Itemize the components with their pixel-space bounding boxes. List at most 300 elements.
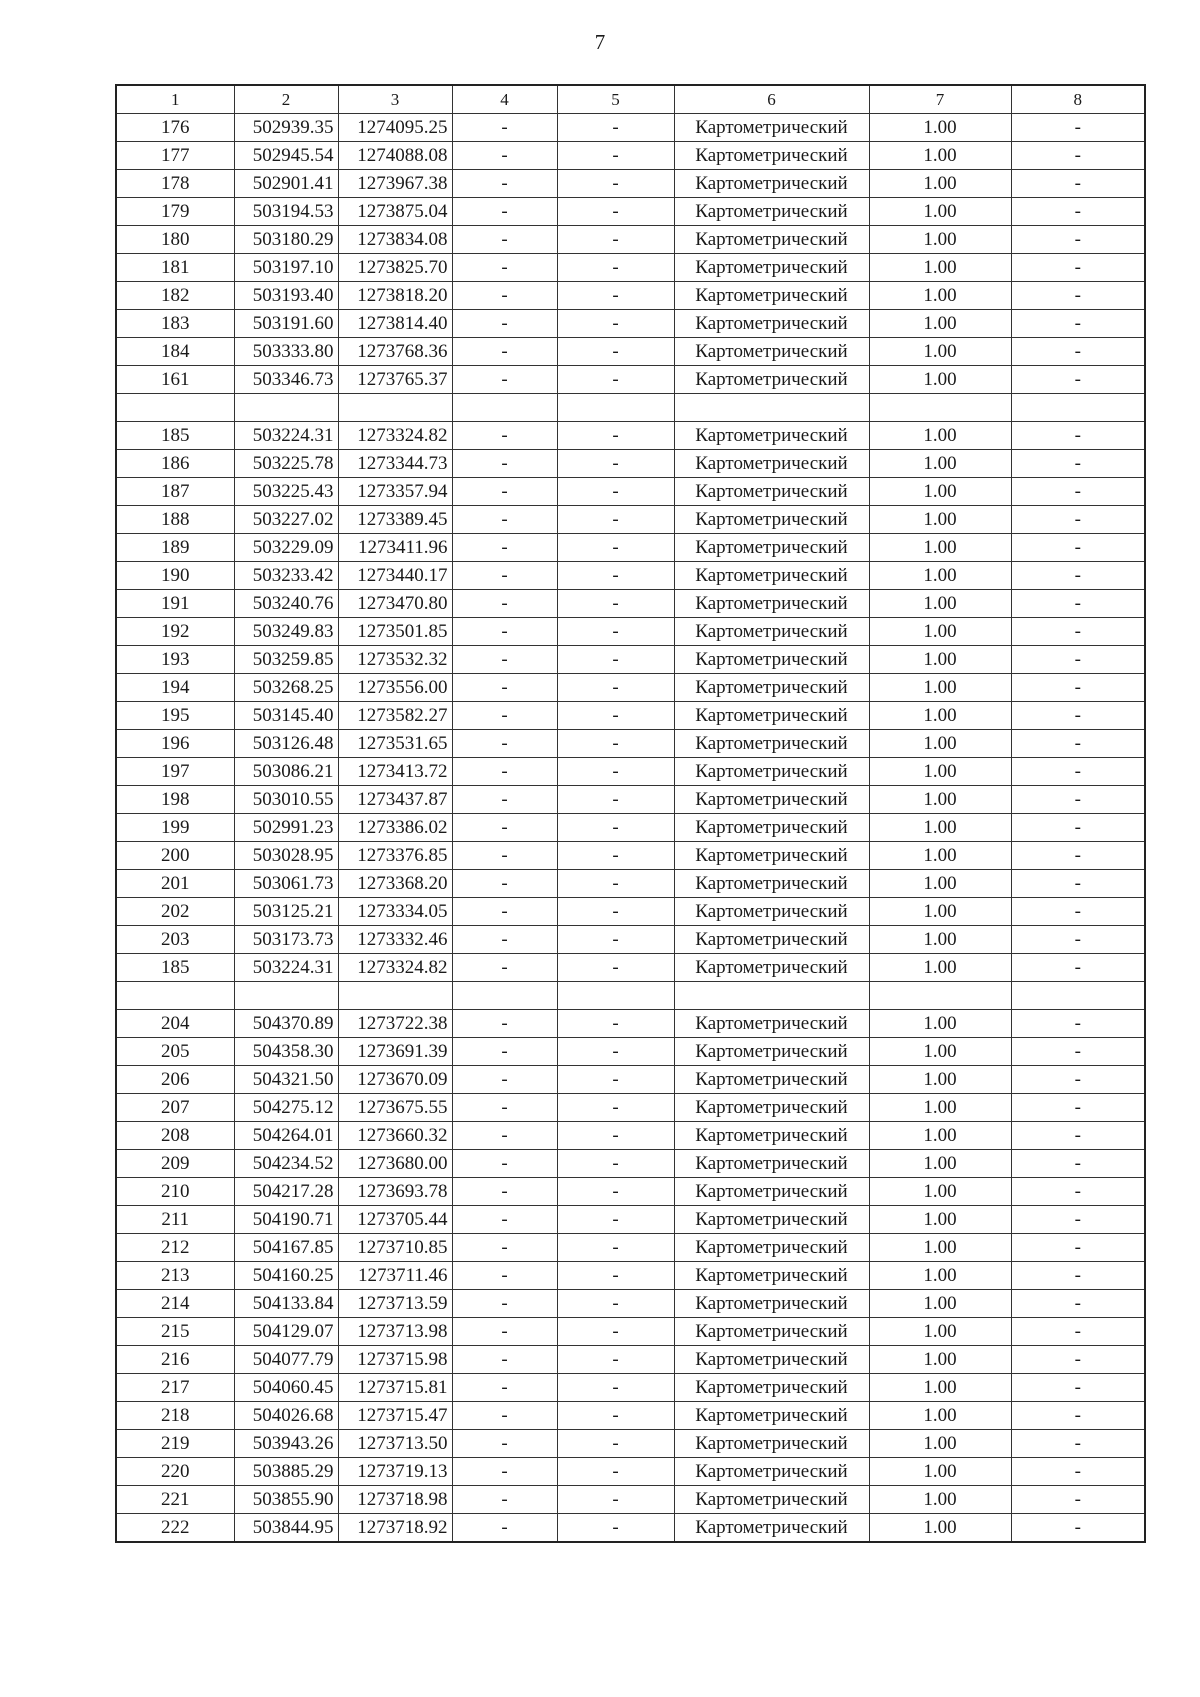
col-5-cell: - xyxy=(557,730,674,758)
table-row xyxy=(116,478,1145,506)
col-5-cell: - xyxy=(557,1150,674,1178)
col-4-cell: - xyxy=(452,1122,557,1150)
table-row xyxy=(116,1290,1145,1318)
x-coordinate-cell: 504160.25 xyxy=(234,1262,338,1290)
y-coordinate-cell: 1273715.98 xyxy=(338,1346,452,1374)
x-coordinate-cell: 503194.53 xyxy=(234,198,338,226)
col-5-cell: - xyxy=(557,954,674,982)
col-5-cell: - xyxy=(557,898,674,926)
point-number-cell: 186 xyxy=(116,450,234,478)
col-8-cell: - xyxy=(1011,422,1145,450)
y-coordinate-cell: 1273531.65 xyxy=(338,730,452,758)
col-8-cell: - xyxy=(1011,1038,1145,1066)
accuracy-cell: 1.00 xyxy=(869,898,1011,926)
x-coordinate-cell: 504358.30 xyxy=(234,1038,338,1066)
method-cell: Картометрический xyxy=(674,1486,869,1514)
x-coordinate-cell: 503028.95 xyxy=(234,842,338,870)
y-coordinate-cell: 1273705.44 xyxy=(338,1206,452,1234)
accuracy-cell: 1.00 xyxy=(869,674,1011,702)
point-number-cell: 183 xyxy=(116,310,234,338)
x-coordinate-cell: 503885.29 xyxy=(234,1458,338,1486)
col-4-cell: - xyxy=(452,1430,557,1458)
method-cell: Картометрический xyxy=(674,1234,869,1262)
col-5-cell: - xyxy=(557,1458,674,1486)
col-5-cell: - xyxy=(557,1486,674,1514)
point-number-cell xyxy=(116,982,234,1010)
y-coordinate-cell: 1273718.92 xyxy=(338,1514,452,1543)
table-row xyxy=(116,1094,1145,1122)
accuracy-cell: 1.00 xyxy=(869,1262,1011,1290)
col-8-cell: - xyxy=(1011,1430,1145,1458)
col-8-cell: - xyxy=(1011,1122,1145,1150)
y-coordinate-cell: 1273389.45 xyxy=(338,506,452,534)
col-8-cell: - xyxy=(1011,730,1145,758)
y-coordinate-cell: 1273334.05 xyxy=(338,898,452,926)
col-8-cell: - xyxy=(1011,702,1145,730)
col-5-cell: - xyxy=(557,842,674,870)
y-coordinate-cell: 1273715.47 xyxy=(338,1402,452,1430)
accuracy-cell: 1.00 xyxy=(869,254,1011,282)
method-cell xyxy=(674,982,869,1010)
x-coordinate-cell: 503126.48 xyxy=(234,730,338,758)
table-row xyxy=(116,506,1145,534)
method-cell: Картометрический xyxy=(674,1374,869,1402)
point-number-cell: 193 xyxy=(116,646,234,674)
table-row xyxy=(116,450,1145,478)
point-number-cell: 203 xyxy=(116,926,234,954)
point-number-cell: 192 xyxy=(116,618,234,646)
col-5-cell: - xyxy=(557,170,674,198)
x-coordinate-cell: 503191.60 xyxy=(234,310,338,338)
col-8-cell: - xyxy=(1011,674,1145,702)
x-coordinate-cell: 504321.50 xyxy=(234,1066,338,1094)
table-row xyxy=(116,1150,1145,1178)
col-4-cell: - xyxy=(452,1318,557,1346)
point-number-cell: 205 xyxy=(116,1038,234,1066)
point-number-cell: 204 xyxy=(116,1010,234,1038)
table-row xyxy=(116,1430,1145,1458)
point-number-cell: 191 xyxy=(116,590,234,618)
accuracy-cell: 1.00 xyxy=(869,646,1011,674)
col-4-cell: - xyxy=(452,142,557,170)
col-8-cell: - xyxy=(1011,1262,1145,1290)
x-coordinate-cell: 504264.01 xyxy=(234,1122,338,1150)
x-coordinate-cell: 503061.73 xyxy=(234,870,338,898)
accuracy-cell: 1.00 xyxy=(869,1122,1011,1150)
y-coordinate-cell: 1273719.13 xyxy=(338,1458,452,1486)
col-4-cell xyxy=(452,394,557,422)
x-coordinate-cell: 503227.02 xyxy=(234,506,338,534)
col-5-cell: - xyxy=(557,758,674,786)
table-row xyxy=(116,1066,1145,1094)
col-8-cell: - xyxy=(1011,590,1145,618)
x-coordinate-cell: 503224.31 xyxy=(234,954,338,982)
table-row xyxy=(116,1318,1145,1346)
col-4-cell: - xyxy=(452,338,557,366)
col-8-cell: - xyxy=(1011,170,1145,198)
col-8-cell: - xyxy=(1011,282,1145,310)
point-number-cell: 176 xyxy=(116,114,234,142)
col-4-cell: - xyxy=(452,1262,557,1290)
x-coordinate-cell: 503086.21 xyxy=(234,758,338,786)
col-4-cell: - xyxy=(452,478,557,506)
col-4-cell: - xyxy=(452,1178,557,1206)
col-5-cell: - xyxy=(557,310,674,338)
point-number-cell: 179 xyxy=(116,198,234,226)
col-8-cell: - xyxy=(1011,1514,1145,1543)
col-8-cell: - xyxy=(1011,226,1145,254)
x-coordinate-cell: 502939.35 xyxy=(234,114,338,142)
accuracy-cell: 1.00 xyxy=(869,170,1011,198)
y-coordinate-cell: 1273411.96 xyxy=(338,534,452,562)
col-4-cell: - xyxy=(452,758,557,786)
accuracy-cell: 1.00 xyxy=(869,618,1011,646)
col-5-cell: - xyxy=(557,1514,674,1543)
x-coordinate-cell: 502991.23 xyxy=(234,814,338,842)
y-coordinate-cell: 1273691.39 xyxy=(338,1038,452,1066)
x-coordinate-cell: 504133.84 xyxy=(234,1290,338,1318)
col-4-cell: - xyxy=(452,1038,557,1066)
y-coordinate-cell: 1273376.85 xyxy=(338,842,452,870)
x-coordinate-cell: 503268.25 xyxy=(234,674,338,702)
y-coordinate-cell: 1273718.98 xyxy=(338,1486,452,1514)
y-coordinate-cell: 1273324.82 xyxy=(338,422,452,450)
col-4-cell: - xyxy=(452,1290,557,1318)
col-4-cell: - xyxy=(452,1346,557,1374)
col-8-cell: - xyxy=(1011,114,1145,142)
x-coordinate-cell: 503943.26 xyxy=(234,1430,338,1458)
col-4-cell: - xyxy=(452,226,557,254)
method-cell: Картометрический xyxy=(674,1346,869,1374)
point-number-cell: 206 xyxy=(116,1066,234,1094)
col-5-cell: - xyxy=(557,450,674,478)
y-coordinate-cell: 1273670.09 xyxy=(338,1066,452,1094)
y-coordinate-cell: 1273582.27 xyxy=(338,702,452,730)
table-row xyxy=(116,1458,1145,1486)
col-4-cell: - xyxy=(452,450,557,478)
header-cell: 5 xyxy=(557,85,674,114)
accuracy-cell: 1.00 xyxy=(869,870,1011,898)
accuracy-cell: 1.00 xyxy=(869,1374,1011,1402)
col-4-cell: - xyxy=(452,1514,557,1543)
col-4-cell: - xyxy=(452,898,557,926)
point-number-cell: 195 xyxy=(116,702,234,730)
table-row xyxy=(116,254,1145,282)
col-8-cell: - xyxy=(1011,618,1145,646)
accuracy-cell xyxy=(869,394,1011,422)
accuracy-cell: 1.00 xyxy=(869,842,1011,870)
accuracy-cell: 1.00 xyxy=(869,506,1011,534)
table-row xyxy=(116,1234,1145,1262)
method-cell: Картометрический xyxy=(674,1290,869,1318)
accuracy-cell: 1.00 xyxy=(869,1458,1011,1486)
accuracy-cell: 1.00 xyxy=(869,1206,1011,1234)
accuracy-cell: 1.00 xyxy=(869,534,1011,562)
x-coordinate-cell: 503229.09 xyxy=(234,534,338,562)
x-coordinate-cell: 504217.28 xyxy=(234,1178,338,1206)
point-number-cell: 221 xyxy=(116,1486,234,1514)
x-coordinate-cell: 503173.73 xyxy=(234,926,338,954)
x-coordinate-cell: 503259.85 xyxy=(234,646,338,674)
col-4-cell: - xyxy=(452,1458,557,1486)
accuracy-cell: 1.00 xyxy=(869,786,1011,814)
col-8-cell: - xyxy=(1011,1318,1145,1346)
col-5-cell: - xyxy=(557,674,674,702)
col-4-cell: - xyxy=(452,114,557,142)
y-coordinate-cell: 1273532.32 xyxy=(338,646,452,674)
col-5-cell: - xyxy=(557,1234,674,1262)
point-number-cell xyxy=(116,394,234,422)
col-5-cell: - xyxy=(557,1066,674,1094)
x-coordinate-cell: 504234.52 xyxy=(234,1150,338,1178)
point-number-cell: 185 xyxy=(116,954,234,982)
y-coordinate-cell: 1273440.17 xyxy=(338,562,452,590)
method-cell: Картометрический xyxy=(674,926,869,954)
table-row xyxy=(116,646,1145,674)
accuracy-cell: 1.00 xyxy=(869,1430,1011,1458)
method-cell: Картометрический xyxy=(674,1458,869,1486)
point-number-cell: 197 xyxy=(116,758,234,786)
col-4-cell: - xyxy=(452,534,557,562)
col-4-cell: - xyxy=(452,198,557,226)
x-coordinate-cell: 503193.40 xyxy=(234,282,338,310)
col-8-cell xyxy=(1011,394,1145,422)
col-5-cell: - xyxy=(557,646,674,674)
accuracy-cell: 1.00 xyxy=(869,1010,1011,1038)
y-coordinate-cell: 1273765.37 xyxy=(338,366,452,394)
method-cell: Картометрический xyxy=(674,646,869,674)
col-8-cell: - xyxy=(1011,842,1145,870)
col-8-cell: - xyxy=(1011,478,1145,506)
y-coordinate-cell: 1273875.04 xyxy=(338,198,452,226)
accuracy-cell: 1.00 xyxy=(869,1094,1011,1122)
method-cell: Картометрический xyxy=(674,1094,869,1122)
header-cell: 3 xyxy=(338,85,452,114)
table-row xyxy=(116,534,1145,562)
col-4-cell xyxy=(452,982,557,1010)
col-8-cell: - xyxy=(1011,1290,1145,1318)
col-8-cell: - xyxy=(1011,1402,1145,1430)
col-4-cell: - xyxy=(452,1150,557,1178)
accuracy-cell: 1.00 xyxy=(869,730,1011,758)
col-4-cell: - xyxy=(452,814,557,842)
y-coordinate-cell: 1273324.82 xyxy=(338,954,452,982)
col-5-cell: - xyxy=(557,814,674,842)
col-4-cell: - xyxy=(452,422,557,450)
y-coordinate-cell: 1273413.72 xyxy=(338,758,452,786)
col-4-cell: - xyxy=(452,310,557,338)
point-number-cell: 190 xyxy=(116,562,234,590)
col-5-cell: - xyxy=(557,1290,674,1318)
coordinates-table xyxy=(115,84,1146,1543)
point-number-cell: 219 xyxy=(116,1430,234,1458)
col-4-cell: - xyxy=(452,1010,557,1038)
col-5-cell: - xyxy=(557,1430,674,1458)
y-coordinate-cell: 1273715.81 xyxy=(338,1374,452,1402)
table-row xyxy=(116,1010,1145,1038)
point-number-cell: 217 xyxy=(116,1374,234,1402)
col-4-cell: - xyxy=(452,1206,557,1234)
x-coordinate-cell: 503180.29 xyxy=(234,226,338,254)
y-coordinate-cell: 1273711.46 xyxy=(338,1262,452,1290)
col-5-cell: - xyxy=(557,114,674,142)
x-coordinate-cell: 503233.42 xyxy=(234,562,338,590)
y-coordinate-cell: 1273713.50 xyxy=(338,1430,452,1458)
point-number-cell: 202 xyxy=(116,898,234,926)
table-row xyxy=(116,870,1145,898)
method-cell: Картометрический xyxy=(674,254,869,282)
col-5-cell xyxy=(557,982,674,1010)
separator-row xyxy=(116,982,1145,1010)
accuracy-cell: 1.00 xyxy=(869,814,1011,842)
method-cell: Картометрический xyxy=(674,898,869,926)
accuracy-cell: 1.00 xyxy=(869,226,1011,254)
col-4-cell: - xyxy=(452,870,557,898)
point-number-cell: 180 xyxy=(116,226,234,254)
point-number-cell: 182 xyxy=(116,282,234,310)
table-row xyxy=(116,282,1145,310)
method-cell: Картометрический xyxy=(674,114,869,142)
col-8-cell: - xyxy=(1011,870,1145,898)
col-5-cell: - xyxy=(557,1206,674,1234)
accuracy-cell: 1.00 xyxy=(869,562,1011,590)
method-cell: Картометрический xyxy=(674,142,869,170)
method-cell: Картометрический xyxy=(674,1010,869,1038)
x-coordinate-cell: 504129.07 xyxy=(234,1318,338,1346)
col-5-cell: - xyxy=(557,590,674,618)
point-number-cell: 178 xyxy=(116,170,234,198)
col-8-cell xyxy=(1011,982,1145,1010)
method-cell xyxy=(674,394,869,422)
col-5-cell: - xyxy=(557,1094,674,1122)
method-cell: Картометрический xyxy=(674,506,869,534)
point-number-cell: 210 xyxy=(116,1178,234,1206)
table-row xyxy=(116,1178,1145,1206)
col-4-cell: - xyxy=(452,1094,557,1122)
method-cell: Картометрический xyxy=(674,954,869,982)
point-number-cell: 209 xyxy=(116,1150,234,1178)
table-row xyxy=(116,814,1145,842)
method-cell: Картометрический xyxy=(674,338,869,366)
col-5-cell: - xyxy=(557,142,674,170)
y-coordinate-cell: 1273501.85 xyxy=(338,618,452,646)
table-row xyxy=(116,1346,1145,1374)
y-coordinate-cell xyxy=(338,982,452,1010)
table-row xyxy=(116,422,1145,450)
col-5-cell: - xyxy=(557,338,674,366)
header-row xyxy=(116,85,1145,114)
col-8-cell: - xyxy=(1011,1234,1145,1262)
x-coordinate-cell: 504077.79 xyxy=(234,1346,338,1374)
col-5-cell: - xyxy=(557,1122,674,1150)
x-coordinate-cell: 503844.95 xyxy=(234,1514,338,1543)
header-cell: 2 xyxy=(234,85,338,114)
col-5-cell: - xyxy=(557,422,674,450)
table-row xyxy=(116,198,1145,226)
method-cell: Картометрический xyxy=(674,478,869,506)
table-row xyxy=(116,926,1145,954)
col-5-cell: - xyxy=(557,534,674,562)
col-4-cell: - xyxy=(452,842,557,870)
method-cell: Картометрический xyxy=(674,198,869,226)
table-row xyxy=(116,338,1145,366)
table-row xyxy=(116,618,1145,646)
point-number-cell: 199 xyxy=(116,814,234,842)
header-cell: 8 xyxy=(1011,85,1145,114)
col-8-cell: - xyxy=(1011,254,1145,282)
y-coordinate-cell: 1273680.00 xyxy=(338,1150,452,1178)
point-number-cell: 198 xyxy=(116,786,234,814)
page-number: 7 xyxy=(594,30,606,54)
y-coordinate-cell xyxy=(338,394,452,422)
col-8-cell: - xyxy=(1011,338,1145,366)
point-number-cell: 213 xyxy=(116,1262,234,1290)
col-8-cell: - xyxy=(1011,1010,1145,1038)
point-number-cell: 207 xyxy=(116,1094,234,1122)
point-number-cell: 214 xyxy=(116,1290,234,1318)
accuracy-cell: 1.00 xyxy=(869,702,1011,730)
x-coordinate-cell: 503224.31 xyxy=(234,422,338,450)
method-cell: Картометрический xyxy=(674,618,869,646)
table-row xyxy=(116,170,1145,198)
col-4-cell: - xyxy=(452,1234,557,1262)
table-row xyxy=(116,674,1145,702)
separator-row xyxy=(116,394,1145,422)
col-4-cell: - xyxy=(452,366,557,394)
col-5-cell: - xyxy=(557,254,674,282)
point-number-cell: 211 xyxy=(116,1206,234,1234)
method-cell: Картометрический xyxy=(674,702,869,730)
x-coordinate-cell: 503125.21 xyxy=(234,898,338,926)
x-coordinate-cell: 504167.85 xyxy=(234,1234,338,1262)
col-4-cell: - xyxy=(452,1066,557,1094)
col-8-cell: - xyxy=(1011,562,1145,590)
col-4-cell: - xyxy=(452,562,557,590)
y-coordinate-cell: 1274095.25 xyxy=(338,114,452,142)
point-number-cell: 216 xyxy=(116,1346,234,1374)
col-8-cell: - xyxy=(1011,198,1145,226)
point-number-cell: 187 xyxy=(116,478,234,506)
method-cell: Картометрический xyxy=(674,1318,869,1346)
x-coordinate-cell: 504370.89 xyxy=(234,1010,338,1038)
accuracy-cell: 1.00 xyxy=(869,1234,1011,1262)
table-body xyxy=(116,85,1145,1542)
col-5-cell: - xyxy=(557,870,674,898)
col-8-cell: - xyxy=(1011,1486,1145,1514)
col-8-cell: - xyxy=(1011,898,1145,926)
method-cell: Картометрический xyxy=(674,310,869,338)
col-5-cell xyxy=(557,394,674,422)
table-row xyxy=(116,954,1145,982)
col-5-cell: - xyxy=(557,506,674,534)
table-row xyxy=(116,1206,1145,1234)
col-8-cell: - xyxy=(1011,1206,1145,1234)
y-coordinate-cell: 1273825.70 xyxy=(338,254,452,282)
method-cell: Картометрический xyxy=(674,674,869,702)
col-5-cell: - xyxy=(557,1010,674,1038)
col-8-cell: - xyxy=(1011,1178,1145,1206)
y-coordinate-cell: 1273713.59 xyxy=(338,1290,452,1318)
table-row xyxy=(116,898,1145,926)
x-coordinate-cell: 504190.71 xyxy=(234,1206,338,1234)
col-4-cell: - xyxy=(452,1402,557,1430)
y-coordinate-cell: 1274088.08 xyxy=(338,142,452,170)
method-cell: Картометрический xyxy=(674,1206,869,1234)
col-8-cell: - xyxy=(1011,814,1145,842)
method-cell: Картометрический xyxy=(674,1178,869,1206)
y-coordinate-cell: 1273660.32 xyxy=(338,1122,452,1150)
col-4-cell: - xyxy=(452,646,557,674)
